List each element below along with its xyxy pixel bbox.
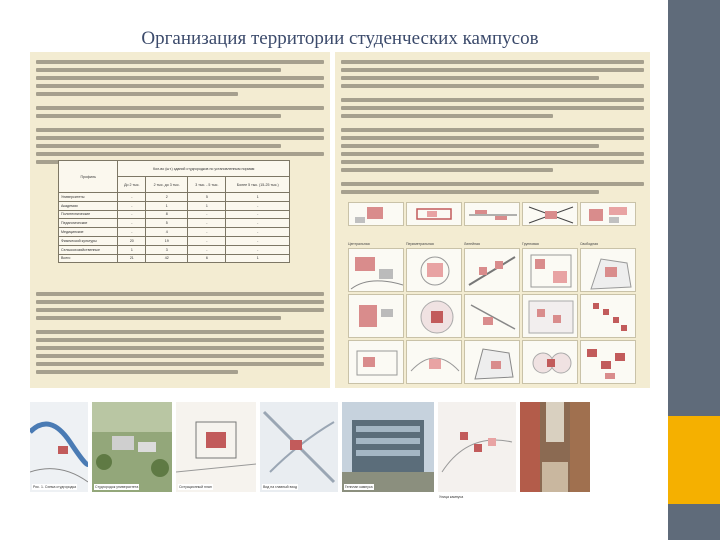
site-plan bbox=[522, 340, 578, 384]
photo-caption: Ситуационный план bbox=[179, 485, 212, 489]
campus-genplan-photo bbox=[438, 402, 516, 492]
table-header-group: Кол-во (шт.) зданий студгородков по установленным нормам bbox=[118, 161, 290, 177]
photo-caption: Улица кампуса bbox=[439, 495, 464, 499]
campus-street-map bbox=[260, 402, 338, 492]
table-row: Физической культуры 20 19 - - bbox=[59, 236, 290, 245]
document-sheet bbox=[30, 52, 650, 499]
photo-caption: Студгородок университета bbox=[95, 485, 139, 489]
diagram-label: Центральная bbox=[348, 242, 370, 246]
site-plan bbox=[580, 294, 636, 338]
site-plan bbox=[348, 294, 404, 338]
site-diagram-row bbox=[348, 202, 638, 226]
diagram-label: Свободная bbox=[580, 242, 598, 246]
situation-plan-photo bbox=[176, 402, 256, 492]
table-row: Всего 21 42 6 1 bbox=[59, 254, 290, 263]
site-plan bbox=[464, 294, 520, 338]
diagram-thumbnail bbox=[348, 202, 404, 226]
site-plan-grid bbox=[348, 248, 640, 388]
photo-caption: Рис. 1. Схема студгородка bbox=[33, 485, 77, 489]
diagram-label: Линейная bbox=[464, 242, 480, 246]
diagram-label: Групповая bbox=[522, 242, 539, 246]
site-plan bbox=[464, 248, 520, 292]
diagram-thumbnail bbox=[406, 202, 462, 226]
left-bottom-text bbox=[36, 292, 324, 378]
table-col-header: 2 тыс. до 3 тыс. bbox=[146, 177, 188, 193]
table-col-header: 3 тыс. - 5 тыс. bbox=[188, 177, 226, 193]
site-plan bbox=[406, 248, 462, 292]
site-plan bbox=[406, 340, 462, 384]
table-row: Политехнические - 8 - - bbox=[59, 210, 290, 219]
site-plan bbox=[406, 294, 462, 338]
table-header-profile: Профиль bbox=[59, 161, 118, 193]
table-row: Университеты - 2 5 1 bbox=[59, 193, 290, 202]
campus-statistics-table bbox=[58, 160, 290, 263]
table-row: Академии - 1 1 - bbox=[59, 201, 290, 210]
diagram-label: Периметральная bbox=[406, 242, 434, 246]
site-plan bbox=[348, 340, 404, 384]
diagram-thumbnail bbox=[580, 202, 636, 226]
table-col-header: До 2 тыс. bbox=[118, 177, 146, 193]
table-col-header: Более 5 тыс. (15-25 тыс.) bbox=[226, 177, 290, 193]
photo-caption: Вид на главный вход bbox=[263, 485, 298, 489]
decorative-accent-block bbox=[668, 416, 720, 504]
table-row: Сельскохозяйственные 1 3 - - bbox=[59, 245, 290, 254]
site-plan bbox=[522, 248, 578, 292]
site-plan bbox=[522, 294, 578, 338]
aerial-campus-photo bbox=[92, 402, 172, 492]
site-plan bbox=[580, 248, 636, 292]
campus-map-photo bbox=[30, 402, 88, 492]
slide-title: Организация территории студенческих кампусов bbox=[141, 28, 539, 49]
diagram-thumbnail bbox=[522, 202, 578, 226]
table-row: Медицинские - 4 - - bbox=[59, 228, 290, 237]
photo-caption: Генплан кампуса bbox=[345, 485, 373, 489]
diagram-labels bbox=[348, 242, 638, 246]
site-plan bbox=[348, 248, 404, 292]
site-plan bbox=[464, 340, 520, 384]
campus-alley-photo bbox=[520, 402, 590, 492]
table-row: Педагогические - 5 - - bbox=[59, 219, 290, 228]
site-plan bbox=[580, 340, 636, 384]
diagram-thumbnail bbox=[464, 202, 520, 226]
main-entrance-photo bbox=[342, 402, 434, 492]
